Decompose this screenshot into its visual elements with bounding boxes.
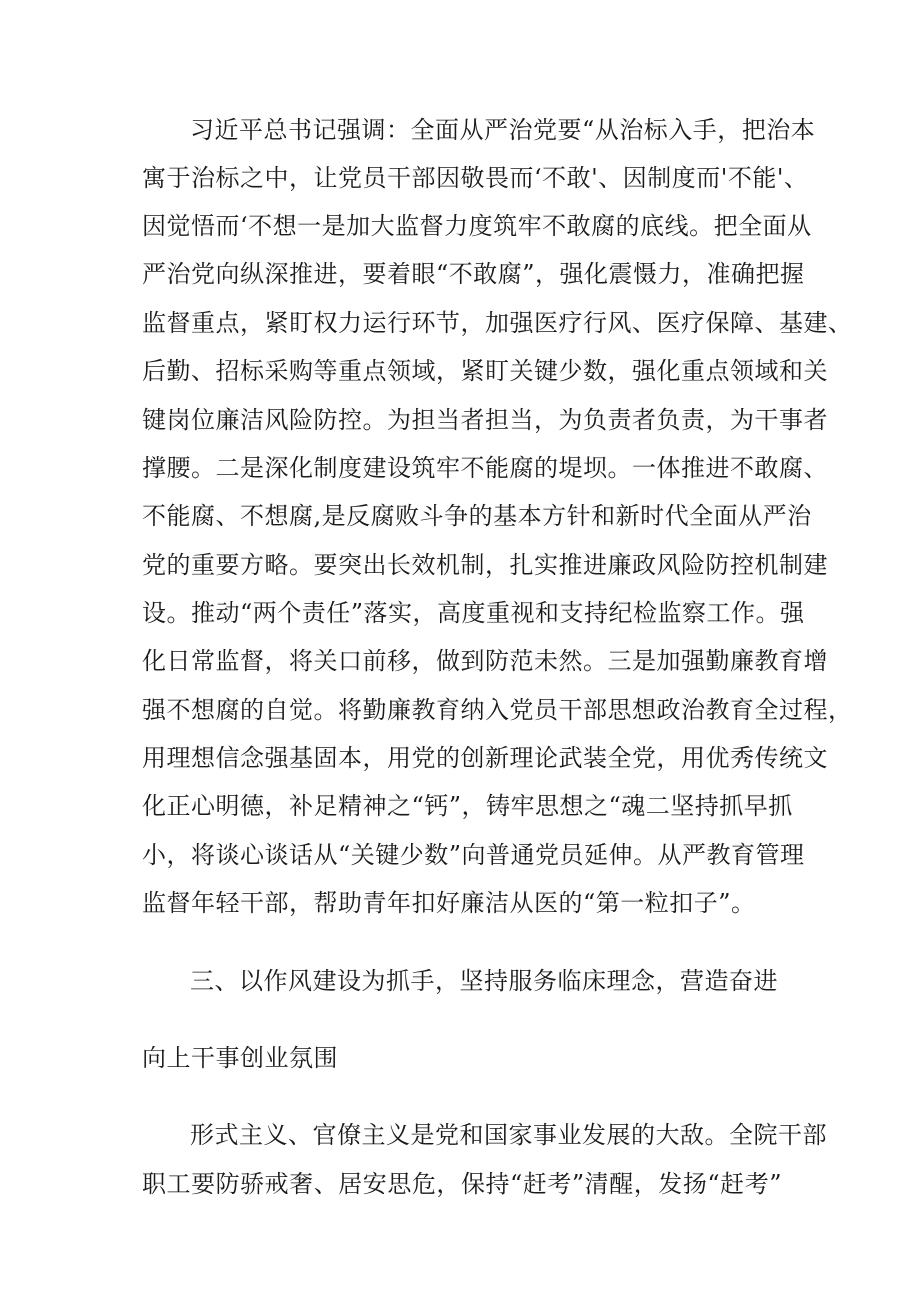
paragraph-1-line-4: 严治党向纵深推进，要着眼“不敢腐”，强化震慑力，准确把握 (142, 260, 805, 288)
paragraph-1-line-8: 撑腰。二是深化制度建设筑牢不能腐的堤坝。一体推进不敢腐、 (142, 454, 828, 482)
paragraph-1-line-11: 设。推动“两个责任”落实，高度重视和支持纪检监察工作。强 (142, 599, 805, 627)
paragraph-2-line-1: 形式主义、官僚主义是党和国家事业发展的大敌。全院干部 (190, 1121, 827, 1149)
paragraph-1-line-15: 化正心明德，补足精神之“钙”，铸牢思想之“魂二坚持抓早抓 (142, 792, 793, 820)
paragraph-1-line-6: 后勤、招标采购等重点领域，紧盯关键少数，强化重点领域和关 (142, 357, 828, 385)
paragraph-1-line-17: 监督年轻干部，帮助青年扣好廉洁从医的“第一粒扣子”。 (142, 889, 756, 917)
paragraph-1-line-13: 强不想腐的自觉。将勤廉教育纳入党员干部思想政治教育全过程， (142, 696, 853, 724)
section-heading-line-1: 三、以作风建设为抓手，坚持服务临床理念，营造奋进 (190, 967, 778, 995)
paragraph-1-line-16: 小，将谈心谈话从“关键少数”向普通党员延伸。从严教育管理 (142, 841, 805, 869)
paragraph-2-line-2: 职工要防骄戒奢、居安思危，保持“赶考”清醒，发扬“赶考” (142, 1170, 782, 1198)
paragraph-1-line-7: 键岗位廉洁风险防控。为担当者担当，为负责者负责，为干事者 (142, 406, 828, 434)
paragraph-1-line-12: 化日常监督，将关口前移，做到防范未然。三是加强勤廉教育增 (142, 647, 828, 675)
paragraph-1-line-5: 监督重点，紧盯权力运行环节，加强医疗行风、医疗保障、基建、 (142, 309, 853, 337)
paragraph-1-line-2: 寓于治标之中，让党员干部因敬畏而‘不敢'、因制度而'不能'、 (142, 164, 809, 192)
paragraph-1-line-10: 党的重要方略。要突出长效机制，扎实推进廉政风险防控机制建 (142, 551, 828, 579)
section-heading-line-2: 向上干事创业氛围 (142, 1044, 338, 1072)
paragraph-1-line-14: 用理想信念强基固本，用党的创新理论武装全党，用优秀传统文 (142, 744, 828, 772)
paragraph-1-line-1: 习近平总书记强调：全面从严治党要“从治标入手，把治本 (190, 116, 816, 144)
paragraph-1-line-9: 不能腐、不想腐,是反腐败斗争的基本方针和新时代全面从严治 (142, 502, 812, 530)
paragraph-1-line-3: 因觉悟而‘不想一是加大监督力度筑牢不敢腐的底线。把全面从 (142, 212, 812, 240)
